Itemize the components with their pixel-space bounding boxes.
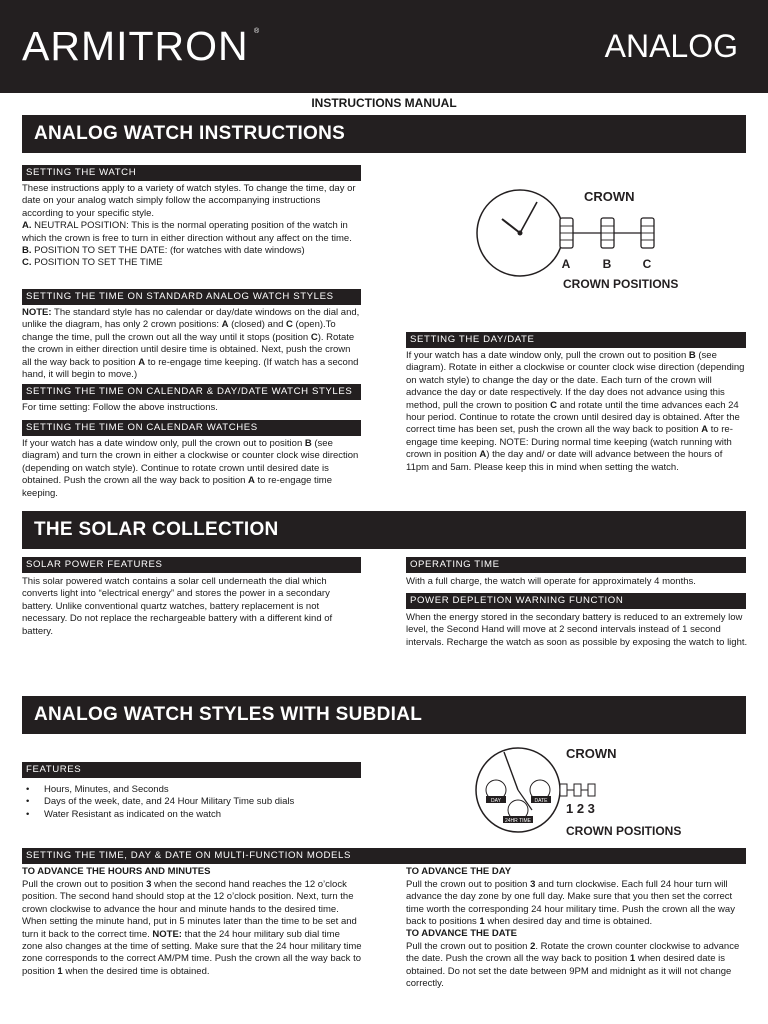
subdial-crown-positions-caption: CROWN POSITIONS: [566, 824, 682, 838]
subdial-crown-1-icon: [560, 784, 567, 796]
heading-day-date: SETTING THE DAY/DATE: [406, 332, 746, 348]
heading-calendar-watches: SETTING THE TIME ON CALENDAR WATCHES: [22, 420, 361, 436]
category-title: ANALOG: [604, 28, 738, 64]
list-item: • Water Resistant as indicated on the watch: [22, 809, 362, 821]
crown-label: CROWN: [584, 189, 635, 204]
brand-logo: ARMITRON: [22, 23, 249, 69]
operating-time-text: With a full charge, the watch will operate for approximately 4 months.: [406, 576, 696, 587]
registered-mark: ®: [254, 28, 260, 35]
date-subdial-label: DATE: [534, 798, 548, 804]
position-b-label: B: [602, 257, 612, 271]
section-title-subdial: ANALOG WATCH STYLES WITH SUBDIAL: [22, 696, 746, 734]
crown-positions-caption: CROWN POSITIONS: [563, 277, 679, 291]
list-item: • Days of the week, date, and 24 Hour Military Time sub dials: [22, 796, 362, 808]
header-bar: [0, 0, 768, 93]
subdial-crown-3-icon: [588, 784, 595, 796]
day-date-text: If your watch has a date window only, pull the crown out to position B (see diagram). Rotate in either a clockwise or counter clock wise direction (depending on watch style) to change the day or the date. Each turn of the crown will advance the day or date respectively. If the day does not advance using this method, pull the crown to position C and rotate until the time advances each 24 hour period. Continue to rotate the crown until desired day is obtained. After the correct time has been set, push the crown all the way back to position A to re-engage time keeping. NOTE: During normal time keeping (watch running with crown in position A) the day and/ or date will advance between the hours of 11pm and 5am. Please keep this in mind when setting the watch.: [406, 350, 745, 473]
position-a-label: A: [561, 257, 571, 271]
center-pin: [518, 231, 523, 236]
solar-power-text: This solar powered watch contains a solar cell underneath the dial which converts light into “electrical energy” and stores the power in a secondary battery. Unlike conventional quartz watches, battery replacement is not necessary. Do not replace the rechargeable battery with a different kind of battery.: [22, 576, 333, 637]
heading-features: FEATURES: [22, 762, 361, 778]
advance-date-text: Pull the crown out to position 2. Rotate the crown counter clockwise to advance the date. Push the crown all the way back to position 1 when desired date is obtained. Do not set the date between 9PM and midnight as it will not change correctly.: [406, 941, 740, 990]
heading-power-depletion: POWER DEPLETION WARNING FUNCTION: [406, 593, 746, 609]
advance-day-text: Pull the crown out to position 3 and turn clockwise. Each full 24 hour turn will advance the day zone by one full day. Make sure that you then set the correct time worth the corresponding 24 hour military time. Push the crown all the way back to positions 1 when desired day and time is obtained.: [406, 879, 735, 928]
heading-setting-the-watch: SETTING THE WATCH: [22, 165, 361, 181]
standard-analog-text: NOTE: The standard style has no calendar or day/date windows on the dial and, unlike the diagram, has only 2 crown positions: A (closed) and C (open).To change the time, pull the crown out all the way until it stops (position C). Rotate the crown in either direction until desire time is obtained. Next, push the crown all the way back to position A to re-engage time keeping. (If watch has a second hand, it will begin to move.): [22, 307, 360, 381]
position-c-label: C: [642, 257, 652, 271]
section-title-solar: THE SOLAR COLLECTION: [22, 511, 746, 549]
calendar-watches-text: If your watch has a date window only, pull the crown out to position B (see diagram) and turn the crown in either a clockwise or counter clock wise direction (depending on watch style). Continue to rotate crown until desired date is obtained. Push the crown all the way back to position A to re-engage time keeping.: [22, 438, 359, 499]
subheading-advance-day: TO ADVANCE THE DAY: [406, 866, 512, 877]
list-item: • Hours, Minutes, and Seconds: [22, 784, 362, 796]
subdial-diagram: [474, 740, 694, 844]
crown-diagram: [470, 180, 690, 295]
heading-operating-time: OPERATING TIME: [406, 557, 746, 573]
subdial-position-numbers: 1 2 3: [566, 801, 595, 816]
day-subdial-label: DAY: [491, 798, 501, 804]
24hr-subdial-label: 24HR TIME: [504, 818, 532, 824]
calendar-daydate-text: For time setting: Follow the above instructions.: [22, 402, 218, 413]
hours-minutes-text: Pull the crown out to position 3 when the second hand reaches the 12 o’clock position. The second hand should stop at the 12 o’clock position. Next, turn the crown clockwise to advance the hour and minute hands to the desired time. When setting the minute hand, put in 5 minutes later than the time to be set and turn it back to the correct time. NOTE: that the 24 hour military sub dial time zone also changes at the time of setting. Make sure that the 24 hour military time zone corresponds to the correct AM/PM time. Push the crown all the way back to position 1 when the desired time is obtained.: [22, 879, 362, 977]
setting-watch-text: These instructions apply to a variety of watch styles. To change the time, day or date on your analog watch simply follow the accompanying instructions according to your specific style. A. NEUTRAL POSITION: This is the normal operating position of the watch in which the crown is free to turn in either direction without any affect on the time. B. POSITION TO SET THE DATE: (for watches with date windows) C. POSITION TO SET THE TIME: [22, 183, 356, 269]
subheading-advance-date: TO ADVANCE THE DATE: [406, 928, 518, 939]
manual-title: INSTRUCTIONS MANUAL: [311, 96, 457, 110]
heading-multi-function: SETTING THE TIME, DAY & DATE ON MULTI-FUNCTION MODELS: [22, 848, 746, 864]
power-depletion-text: When the energy stored in the secondary battery is reduced to an extremely low level, the Second Hand will move at 2 second intervals instead of 1 second intervals. Recharge the watch as soon as possible by exposing the watch to light.: [406, 612, 748, 648]
subdial-crown-2-icon: [574, 784, 581, 796]
heading-calendar-daydate: SETTING THE TIME ON CALENDAR & DAY/DATE WATCH STYLES: [22, 384, 361, 400]
heading-standard-analog: SETTING THE TIME ON STANDARD ANALOG WATCH STYLES: [22, 289, 361, 305]
subheading-hours-minutes: TO ADVANCE THE HOURS AND MINUTES: [22, 866, 211, 877]
subdial-crown-label: CROWN: [566, 746, 617, 761]
features-list: [22, 784, 362, 821]
section-title-analog-instructions: ANALOG WATCH INSTRUCTIONS: [22, 115, 746, 153]
heading-solar-power: SOLAR POWER FEATURES: [22, 557, 361, 573]
